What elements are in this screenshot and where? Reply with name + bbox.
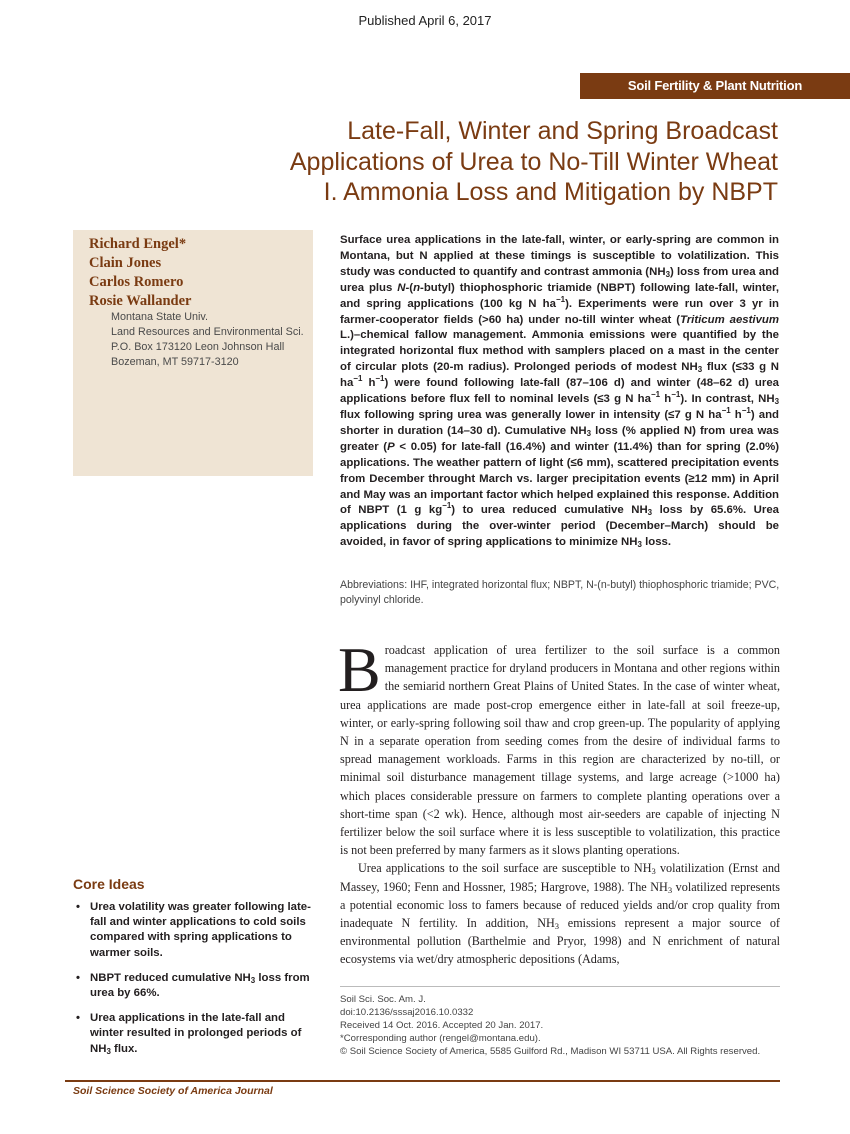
body-paragraph: Urea applications to the soil surface are susceptible to $NH_3$ volatilization (Ernst and Massey, 1960; Fenn and Hossner, 1985; Hargrove, 1988). The $NH_3$ volatilized represents a potential economic loss to famers because of reduced yields and/or crop quality from inadequate N fertility. In addition, $NH_3$ emissions represent a major source of environmental pollution (Barthelmie and Pryor, 1998) and N enrichment of natural ecosystems via wet/dry atmospheric depositions (Adams, (340, 861, 781, 967)
body-text (338, 634, 781, 969)
abbreviations: Abbreviations: IHF, integrated horizontal flux; NBPT, N-(n-butyl) thiophosphoric triamide; PVC, polyvinyl chloride. (340, 579, 780, 606)
affiliation-line: P.O. Box 173120 Leon Johnson Hall (111, 341, 285, 353)
affiliation-line: Land Resources and Environmental Sci. (111, 326, 304, 338)
footer-divider (65, 1080, 780, 1082)
article-title (150, 116, 778, 208)
title-line-1: Late-Fall, Winter and Spring Broadcast (347, 117, 778, 145)
drop-cap: B (338, 634, 381, 705)
bullet-icon: • (76, 1012, 80, 1025)
copyright: © Soil Science Society of America, 5585 Guilford Rd., Madison WI 53711 USA. All Rights reserved. (340, 1045, 761, 1057)
author-name: Clain Jones (89, 255, 162, 271)
bullet-icon: • (76, 971, 80, 984)
abstract: Surface urea applications in the late-fall, winter, or early-spring are common in Montana, but N applied at these timings is susceptible to volatilization. This study was conducted to quantify and contrast ammonia $(NH_3)$ loss from urea and urea plus N-(n-butyl) thiophosphoric triamide (NBPT) following late-fall, winter, and spring applications (100 kg N $ha^{-1}$). Experiments were run over 3 yr in farmer-cooperator fields (>60 ha) under no-till winter wheat (Triticum aestivum L.)–chemical fallow management. Ammonia emissions were quantified by the integrated horizontal flux method with samplers placed on a mast in the center of circular plots (20-m radius). Prolonged periods of modest $NH_3$ flux (≤33 g N $ha^{-1}$ $h^{-1}$) were found following late-fall (87–106 d) and winter (48–62 d) urea applications before flux fell to nominal levels (≤3 g N $ha^{-1}$ $h^{-1}$). In contrast, $NH_3$ flux following spring urea was generally lower in intensity (≤7 g N $ha^{-1}$ $h^{-1}$) and shorter in duration (14–30 d). Cumulative $NH_3$ loss (% applied N) from urea was greater (P < 0.05) for late-fall (16.4%) and winter (11.4%) than for spring (2.0%) applications. The weather pattern of light (≤6 mm), scattered precipitation events from December throught March vs. larger precipitation events (≥12 mm) in April and May was an important factor which helped explained this response. Addition of NBPT (1 g $kg^{-1}$) to urea reduced cumulative $NH_3$ loss by 65.6%. Urea applications during the over-winter period (December–March) should be avoided, in favor of spring applications to minimize $NH_3$ loss. (340, 234, 780, 550)
author-name: Richard Engel* (89, 236, 187, 252)
bullet-icon: • (76, 901, 80, 913)
author-name: Carlos Romero (89, 274, 184, 290)
corresponding-author: *Corresponding author (rengel@montana.edu). (340, 1032, 541, 1044)
core-ideas-title: Core Ideas (73, 876, 145, 892)
doi: doi:10.2136/sssaj2016.10.0332 (340, 1006, 474, 1018)
journal-short: Soil Sci. Soc. Am. J. (340, 994, 426, 1005)
core-idea-item: • Urea applications in the late-fall and winter resulted in prolonged periods of $NH_3$ flux. (76, 1012, 302, 1056)
meta-divider (340, 986, 780, 987)
section-label: Soil Fertility & Plant Nutrition (580, 73, 850, 99)
affiliation-line: Bozeman, MT 59717-3120 (111, 356, 239, 368)
received-date: Received 14 Oct. 2016. Accepted 20 Jan. 2017. (340, 1019, 544, 1031)
title-line-3: I. Ammonia Loss and Mitigation by NBPT (323, 178, 778, 206)
core-idea-item: • NBPT reduced cumulative $NH_3$ loss from urea by 66%. (76, 971, 310, 1000)
title-line-2: Applications of Urea to No-Till Winter Wheat (289, 147, 778, 176)
affiliation-line: Montana State Univ. (111, 311, 209, 323)
article-meta (340, 994, 780, 1059)
core-ideas-list (66, 900, 311, 1067)
published-date: Published April 6, 2017 (358, 13, 492, 28)
body-paragraph: Broadcast application of urea fertilizer to the soil surface is a common management practice for dryland producers in Montana and other regions within the semiarid northern Great Plains of United States. In the case of winter wheat, urea applications are made post-crop emergence either in late-fall at soil freeze-up, winter, or early-spring following soil thaw and crop green-up. The popularity of applying N in a separate operation from seeding comes from the desire of individual farms to spread management workloads. Farms in this region are characterized by no-till, or minimal soil disturbance management tillage systems, and large acreage (>1000 ha) which places considerable pressure on farmers to complete planting operations over a short-time span (<2 wk). Hence, although most air-seeders are capable of injecting N fertilizer below the soil surface where it is less susceptible to volatilization, this practice is not been preferred by many farmers as it slows planting operations. (338, 634, 780, 858)
journal-name: Soil Science Society of America Journal (73, 1085, 273, 1097)
core-idea-item: • Urea volatility was greater following late-fall and winter applications to cold soils compared with spring applications to warmer soils. (76, 901, 311, 959)
author-name: Rosie Wallander (89, 293, 192, 309)
